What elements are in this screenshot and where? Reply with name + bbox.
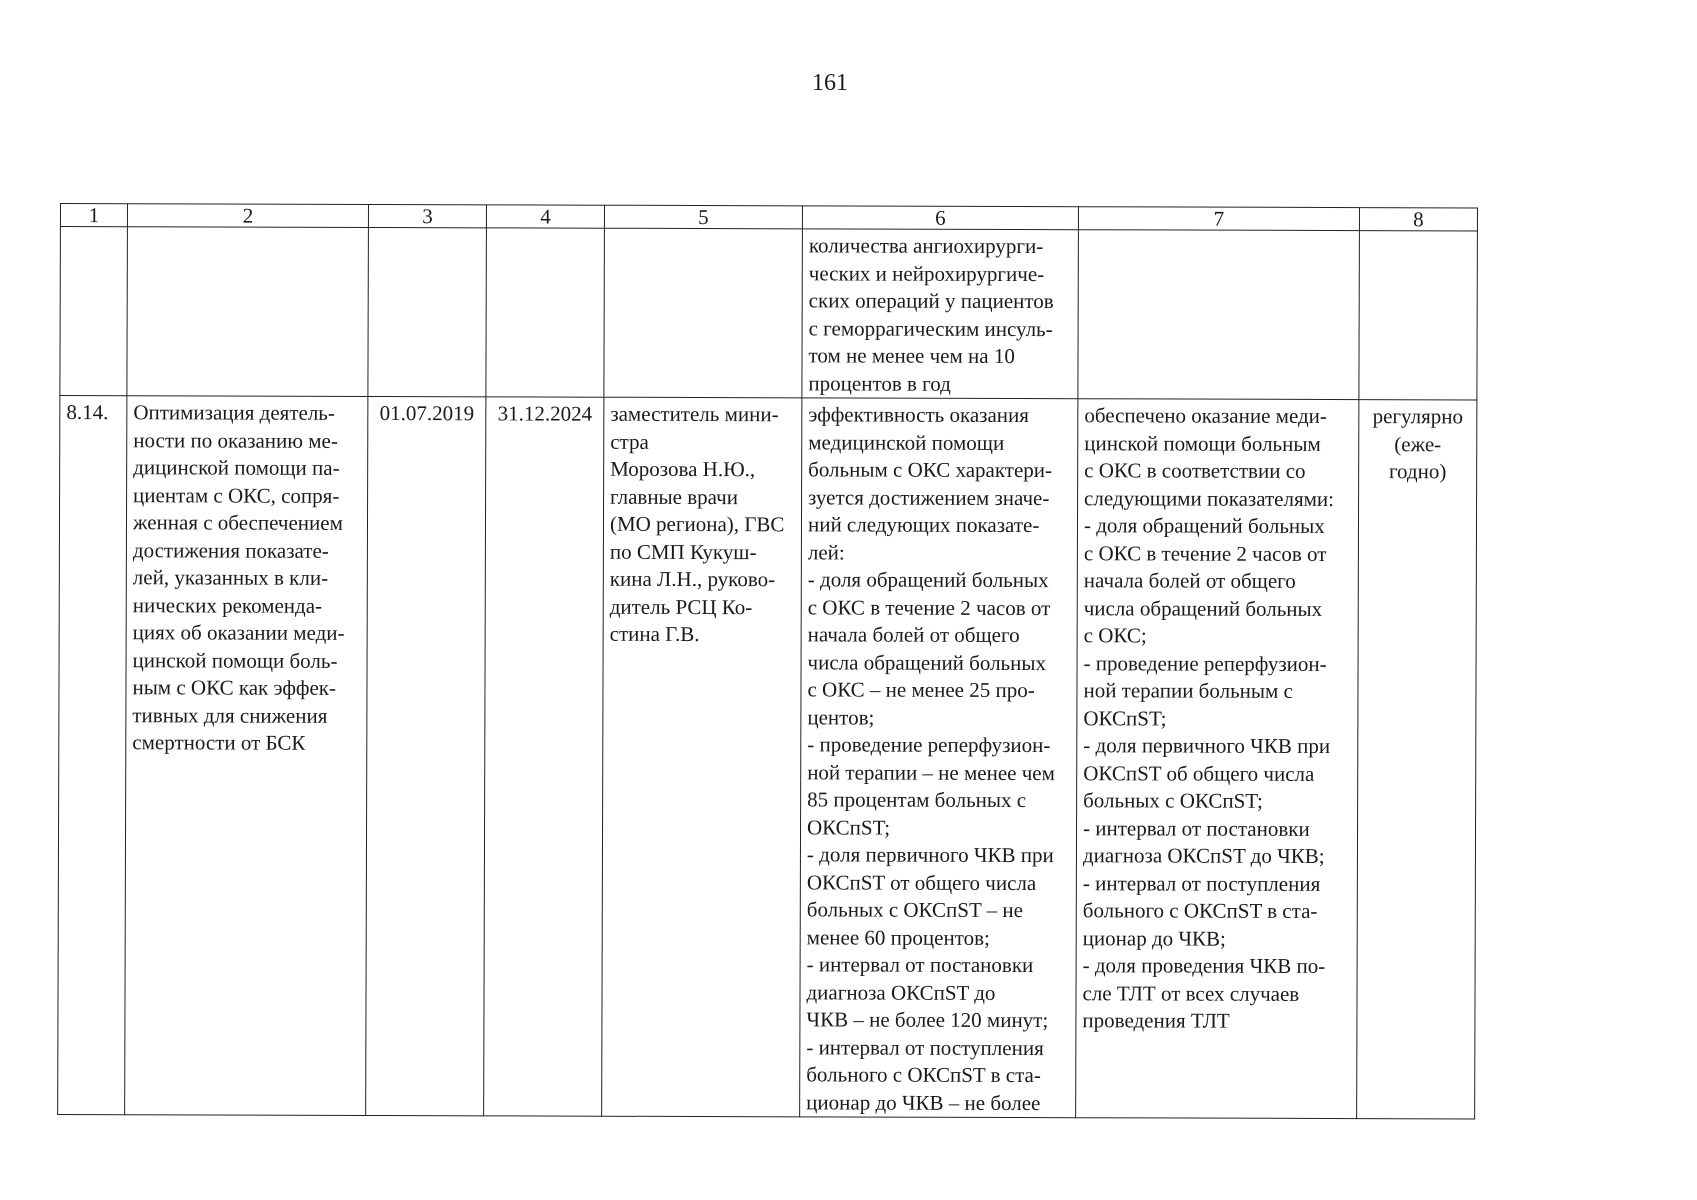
column-number-3: 3 xyxy=(368,204,486,227)
column-number-5: 5 xyxy=(604,205,802,229)
column-number-8: 8 xyxy=(1359,208,1477,231)
table-row xyxy=(58,396,1477,1119)
column-number-1: 1 xyxy=(60,204,127,227)
cont-cell-8 xyxy=(1359,231,1478,400)
row-result: эффективность оказания медицинской помощи больным с ОКС характери- зуется достижением значе- ний следующих показате- лей: - доля обращений больных с ОКС в течение 2 часов от начала болей от общего числа обращений больных с ОКС – не менее 25 про- центов; - проведение реперфузион- ной терапии – не менее чем 85 процентам больных с ОКСпST; - доля первичного ЧКВ при ОКСпST от общего числа больных с ОКСпST – не менее 60 процентов; - интервал от постановки диагноза ОКСпST до ЧКВ – не более 120 минут; - интервал от поступления больного с ОКСпST в ста- ционар до ЧКВ – не более xyxy=(800,398,1078,1118)
page-number: 161 xyxy=(812,70,848,96)
column-number-4: 4 xyxy=(486,205,604,228)
cont-cell-1 xyxy=(60,227,128,396)
row-frequency: регулярно (еже- годно) xyxy=(1357,400,1477,1119)
row-start-date: 01.07.2019 xyxy=(366,396,486,1115)
row-measure: Оптимизация деятель- ности по оказанию ме- дицинской помощи па- циентам с ОКС, сопря- женная с обеспечением достижения показате- лей, указанных в кли- нических рекоменда- циях об оказании меди- цинской помощи боль- ным с ОКС как эффек- тивных для снижения смертности от БСК xyxy=(125,396,368,1116)
row-indicators: обеспечено оказание меди- цинской помощи больным с ОКС в соответствии со следующими показателями: - доля обращений больных с ОКС в течение 2 часов от начала болей от общего числа обращений больных с ОКС; - проведение реперфузион- ной терапии больным с ОКСпST; - доля первичного ЧКВ при ОКСпST об общего числа больных с ОКСпST; - интервал от постановки диагноза ОКСпST до ЧКВ; - интервал от поступления больного с ОКСпST в ста- ционар до ЧКВ; - доля проведения ЧКВ по- сле ТЛТ от всех случаев проведения ТЛТ xyxy=(1076,399,1359,1119)
column-number-6: 6 xyxy=(802,206,1078,230)
cont-cell-5 xyxy=(604,228,803,398)
cont-cell-2 xyxy=(127,227,369,397)
continuation-row xyxy=(60,227,1478,400)
cont-cell-4 xyxy=(486,228,605,397)
column-number-2: 2 xyxy=(127,204,368,228)
plan-table xyxy=(57,203,1478,1119)
row-end-date: 31.12.2024 xyxy=(484,397,604,1116)
row-number: 8.14. xyxy=(58,396,127,1115)
column-number-7: 7 xyxy=(1078,207,1359,231)
cont-cell-7 xyxy=(1078,230,1360,400)
cont-cell-result: количества ангиохирурги- ческих и нейрохирургиче- ских операций у пациентов с геморрагическим инсуль- том не менее чем на 10 процентов в год xyxy=(802,229,1079,399)
cont-cell-3 xyxy=(368,227,487,396)
row-responsible: заместитель мини- стра Морозова Н.Ю., главные врачи (МО региона), ГВС по СМП Кукуш- кина Л.Н., руково- дитель РСЦ Ко- стина Г.В. xyxy=(602,397,802,1117)
